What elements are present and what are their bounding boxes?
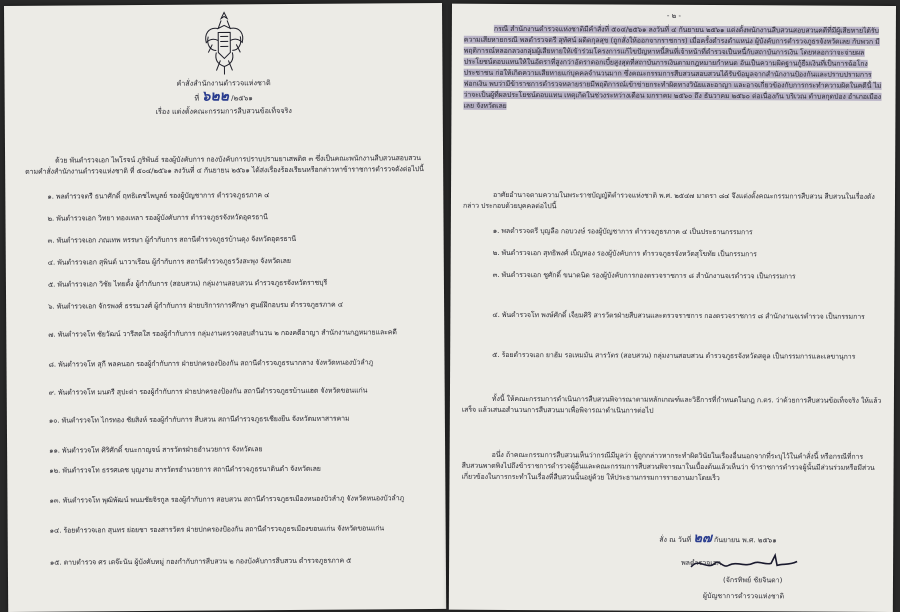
date-day-handwritten: ๒๗ (693, 530, 712, 547)
committee-member: ๓. พันตำรวจเอก ชูศักดิ์ ขนาดนิด รองผู้บังคับการกองตรวจราชการ ๘ สำนักงานจเรตำรวจ เป็นกรรมการ (492, 270, 796, 281)
highlighted-text: กรณี สำนักงานตำรวจแห่งชาติมีคำสั่งที่ ๕๐๔/๒๕๖๑ ลงวันที่ ๔ กันยายน ๒๕๖๑ แต่งตั้งพนักงานสืบสวนสอบสวนคดีที่มีผู้เสียหายได้รับความเสียหายกรณี พลตำรวจตรี สุทัศน์ ผดิตกุลสุข (ถูกสั่งให้ออกจากราชการ) เมื่อครั้งดำรงตำแหน่ง ผู้บังคับการตำรวจภูธรจังหวัดเลย กับพวก มีพฤติการณ์หลอกลวงกลุ่มผู้เสียหายให้เข้าร่วมโครงการแก้ไขปัญหาหนี้สินที่เจ้าหน้าที่ตำรวจเป็นหนี้กับสถาบันการเงิน โดยหลอกว่าจะจ่ายผลประโยชน์ตอบแทนให้ในอัตราที่สูงกว่าอัตราดอกเบี้ยสูงสุดที่สถาบันการเงินตามกฎหมายกำหนด อันเป็นความผิดฐานกู้ยืมเงินที่เป็นการฉ้อโกงประชาชน ก่อให้เกิดความเสียหายแก่บุคคลจำนวนมาก ซึ่งคณะกรรมการสืบสวนสอบสวนได้รับข้อมูลจากสำนักงานป้องกันและปราบปรามการฟอกเงิน พบว่ามีข้าราชการตำรวจหลายรายมีพฤติการณ์เข้าข่ายกระทำผิดทางวินัยและอาญา และอาจเกี่ยวข้องกับการกระทำความผิดในคดีนี้ ไม่ว่าจะเป็นผู้ที่ผลประโยชน์ตอบแทน เหตุเกิดในช่วงระหว่างเดือน มกราคม ๒๕๖๐ ถึง ธันวาคม ๒๕๖๐ ต่อเนื่องกัน บริเวณ ตำบลกุดป่อง อำเภอเมืองเลย จังหวัดเลย (463, 24, 882, 110)
note-paragraph: อนึ่ง ถ้าคณะกรรมการสืบสวนเห็นว่ากรณีมีมูลว่า ผู้ถูกกล่าวหากระทำผิดวินัยในเรื่องอื่นนอกจากที่ระบุไว้ในคำสั่งนี้ หรือกรณีที่การสืบสวนพาดพิงไปถึงข้าราชการตำรวจผู้อื่นและคณะกรรมการสืบสวนพิจารณาในเบื้องต้นแล้วเห็นว่า ข้าราชการตำรวจผู้นั้นมีส่วนร่วมหรือมีส่วนเกี่ยวข้องในการกระทำในเรื่องที่สืบสวนนั้นอยู่ด้วย ให้ประธานกรรมการรายงานมาโดยเร็ว (461, 450, 875, 483)
signer-rank: พลตำรวจเอก (681, 558, 722, 568)
instruction-paragraph: ทั้งนี้ ให้คณะกรรมการดำเนินการสืบสวนพิจารณาตามหลักเกณฑ์และวิธีการที่กำหนดในกฎ ก.ตร. ว่าด้วยการสืบสวนข้อเท็จจริง ให้แล้วเสร็จ แล้วเสนอสำนวนการสืบสวนมาเพื่อพิจารณาดำเนินการต่อไป (461, 394, 882, 415)
intro-paragraph: ด้วย พันตำรวจเอก ไพโรจน์ ภูริพันธ์ รองผู้บังคับการ กองบังคับการปราบปรามยาเสพติด ๓ ซึ่งเป็นคณะพนักงานสืบสวนสอบสวน ตามคำสั่งสำนักงานตำรวจแห่งชาติ ที่ ๕๐๔/๒๕๖๑ ลงวันที่ ๔ กันยายน ๒๕๖๑ ได้ส่งเรื่องร้องเรียนหรือกล่าวหาข้าราชการตำรวจดังต่อไปนี้ (25, 154, 424, 176)
signer-title: ผู้บัญชาการตำรวจแห่งชาติ (702, 591, 785, 601)
signer-name: (จักรทิพย์ ชัยจินดา) (722, 576, 783, 585)
order-number-handwritten: ๖๒๒ (201, 88, 229, 105)
list-item: ๑๔. ร้อยตำรวจเอก สุนทร ย่อยชา รองสารวัตร ฝ่ายปกครองป้องกัน สถานีตำรวจภูธรเมืองขอนแก่น จังหวัดขอนแก่น (49, 524, 385, 535)
subject-line: เรื่อง แต่งตั้งคณะกรรมการสืบสวนข้อเท็จจริง (155, 105, 292, 116)
garuda-emblem-icon (202, 8, 246, 76)
committee-member: ๒. พันตำรวจเอก สุทธิพงศ์ เบ็ญทอง รองผู้บังคับการ ตำรวจภูธรจังหวัดสุโขทัย เป็นกรรมการ (492, 248, 757, 259)
list-item: ๙. พันตำรวจโท มนตรี สุปะต่า รองผู้กำกับการ ฝ่ายปกครองป้องกัน สถานีตำรวจภูธรบ้านแฮด จังหวัดขอนแก่น (48, 386, 368, 397)
document-page-2 (449, 4, 896, 612)
committee-member: ๕. ร้อยตำรวจเอก ยาฮัม รอเหมมัน สารวัตร (สอบสวน) กลุ่มงานสอบสวน ตำรวจภูธรจังหวัดสตูล เป็นกรรมการและเลขานุการ (492, 350, 856, 361)
list-item: ๖. พันตำรวจเอก จักรพงศ์ ธรรมวงศ์ ผู้กำกับการ ฝ่ายบริการการศึกษา ศูนย์ฝึกอบรม ตำรวจภูธรภาค ๔ (48, 300, 343, 311)
list-item: ๑๑. พันตำรวจโท ศิริศักดิ์ ขนะกาญจน์ สารวัตรฝ่ายอำนวยการ จังหวัดเลย (49, 445, 263, 455)
list-item: ๑๕. ดาบตำรวจ ศร เตจ๊ะนัน ผู้บังคับหมู่ กองกำกับการสืบสวน ๒ กองบังคับการสืบสวน ตำรวจภูธรภาค ๕ (49, 556, 352, 567)
list-item: ๘. พันตำรวจโท สุกี พลคนอก รองผู้กำกับการ ฝ่ายปกครองป้องกัน สถานีตำรวจภูธรนากลาง จังหวัดหนองบัวลำภู (48, 358, 374, 369)
committee-member: ๑. พลตำรวจตรี บุญลือ กอบวงษ์ รองผู้บัญชาการ ตำรวจภูธรภาค ๔ เป็นประธานกรรมการ (492, 226, 753, 237)
background-paragraph (463, 24, 883, 114)
list-item: ๑๒. พันตำรวจโท ธรรศเดช บุญงาม สารวัตรอำนวยการ สถานีตำรวจภูธรนาดินดำ จังหวัดเลย (49, 464, 321, 475)
date-prefix: สั่ง ณ วันที่ (659, 535, 692, 544)
order-prefix: ที่ (194, 93, 200, 103)
order-date (659, 527, 777, 549)
issuer-line: คำสั่งสำนักงานตำรวจแห่งชาติ (176, 78, 271, 88)
list-item: ๑๐. พันตำรวจโท ไกรทอง ชัยสิงห์ รองผู้กำกับการ สืบสวน สถานีตำรวจภูธรเชียงยืน จังหวัดมหาสารคาม (48, 414, 350, 425)
page-number: - ๒ - (666, 11, 682, 20)
list-item: ๑๓. พันตำรวจโท พุฒิพัฒน์ พนมชัยจิรกูล รองผู้กำกับการ สอบสวน สถานีตำรวจภูธรเมืองหนองบัวลำภู จังหวัดหนองบัวลำภู (49, 494, 405, 505)
date-rest: กันยายน พ.ศ. ๒๕๖๑ (713, 536, 777, 545)
list-item: ๒. พันตำรวจเอก วิทยา ทองเหลา รองผู้บังคับการ ตำรวจภูธรจังหวัดอุดรธานี (47, 213, 268, 223)
order-number-line (5, 90, 443, 105)
list-item: ๑. พลตำรวจตรี ธนาศักดิ์ ฤทธิเดชไพบูลย์ รองผู้บัญชาการ ตำรวจภูธรภาค ๔ (47, 191, 270, 201)
committee-member: ๔. พันตำรวจโท พงษ์ศักดิ์ เจ็ยมศิริ สารวัตรฝ่ายสืบสวนและตรวจราชการ กองตรวจราชการ ๘ สำนักงานจเรตำรวจ เป็นกรรมการ (492, 310, 865, 321)
authority-paragraph: อาศัยอำนาจตามความในพระราชบัญญัติตำรวจแห่งชาติ พ.ศ. ๒๕๔๗ มาตรา ๘๔ จึงแต่งตั้งคณะกรรมการสืบสวน สืบสวนในเรื่องดังกล่าว ประกอบด้วยบุคคลต่อไปนี้ (462, 190, 875, 211)
list-item: ๔. พันตำรวจเอก สุพินต์ นาวาเรือน ผู้กำกับการ สถานีตำรวจภูธรวังสะพุง จังหวัดเลย (47, 257, 291, 267)
order-year: /๒๕๖๑ (231, 93, 253, 103)
list-item: ๕. พันตำรวจเอก วิชัย ไทยตั้ง ผู้กำกับการ (สอบสวน) กลุ่มงานสอบสวน ตำรวจภูธรจังหวัดราชบุรี (47, 278, 328, 289)
list-item: ๓. พันตำรวจเอก ภณเทพ หรรษา ผู้กำกับการ สถานีตำรวจภูธรบ้านดุง จังหวัดอุดรธานี (47, 234, 297, 245)
document-page-1 (4, 3, 446, 612)
list-item: ๗. พันตำรวจโท ชัยวัฒน์ วารีสดใส รองผู้กำกับการ กลุ่มงานตรวจสอบสำนวน ๒ กองคดีอาญา สำนักงานกฎหมายและคดี (48, 328, 397, 339)
